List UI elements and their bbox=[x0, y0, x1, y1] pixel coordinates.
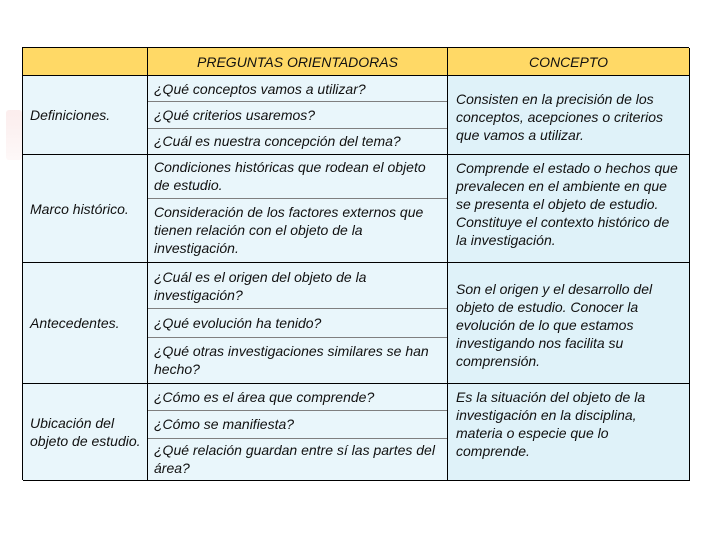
concept-antecedentes: Son el origen y el desarrollo del objeto de estudio. Conocer la evolución de lo que estamos investigando nos facilita su comprensión. bbox=[448, 263, 690, 384]
header-concepto: CONCEPTO bbox=[448, 48, 690, 76]
questions-antecedentes bbox=[148, 263, 448, 384]
questions-marco-historico bbox=[148, 155, 448, 263]
concept-marco-historico: Comprende el estado o hechos que prevalecen en el ambiente en que se presenta el objeto de estudio. Constituye el contexto histórico de la investigación. bbox=[448, 155, 690, 263]
question-item: Consideración de los factores externos que tienen relación con el objeto de la investigación. bbox=[154, 204, 424, 257]
question-item: ¿Qué evolución ha tenido? bbox=[148, 309, 447, 337]
question-item: ¿Qué relación guardan entre sí las partes del área? bbox=[154, 442, 435, 477]
question-item: ¿Cuál es el origen del objeto de la investigación? bbox=[148, 263, 447, 309]
concept-table bbox=[22, 47, 689, 480]
row-label-definiciones: Definiciones. bbox=[23, 76, 148, 155]
questions-definiciones bbox=[148, 76, 448, 155]
row-label-marco-historico: Marco histórico. bbox=[23, 155, 148, 263]
header-preguntas: PREGUNTAS ORIENTADORAS bbox=[148, 48, 448, 76]
concept-ubicacion: Es la situación del objeto de la investigación en la disciplina, materia o especie que lo comprende. bbox=[448, 384, 690, 481]
questions-ubicacion bbox=[148, 384, 448, 481]
row-label-ubicacion: Ubicación del objeto de estudio. bbox=[23, 384, 148, 481]
question-item: ¿Cómo es el área que comprende? bbox=[148, 384, 447, 411]
background-watermark bbox=[6, 110, 22, 160]
question-item: ¿Qué conceptos vamos a utilizar? bbox=[148, 76, 447, 102]
header-empty-cell bbox=[23, 48, 148, 76]
question-item: ¿Cuál es nuestra concepción del tema? bbox=[154, 133, 401, 150]
concept-definiciones: Consisten en la precisión de los conceptos, acepciones o criterios que vamos a utilizar. bbox=[448, 76, 690, 155]
question-item: ¿Cómo se manifiesta? bbox=[148, 411, 447, 438]
row-label-antecedentes: Antecedentes. bbox=[23, 263, 148, 384]
question-item: ¿Qué criterios usaremos? bbox=[148, 102, 447, 128]
question-item: ¿Qué otras investigaciones similares se han hecho? bbox=[154, 343, 429, 378]
question-item: Condiciones históricas que rodean el objeto de estudio. bbox=[148, 155, 447, 199]
